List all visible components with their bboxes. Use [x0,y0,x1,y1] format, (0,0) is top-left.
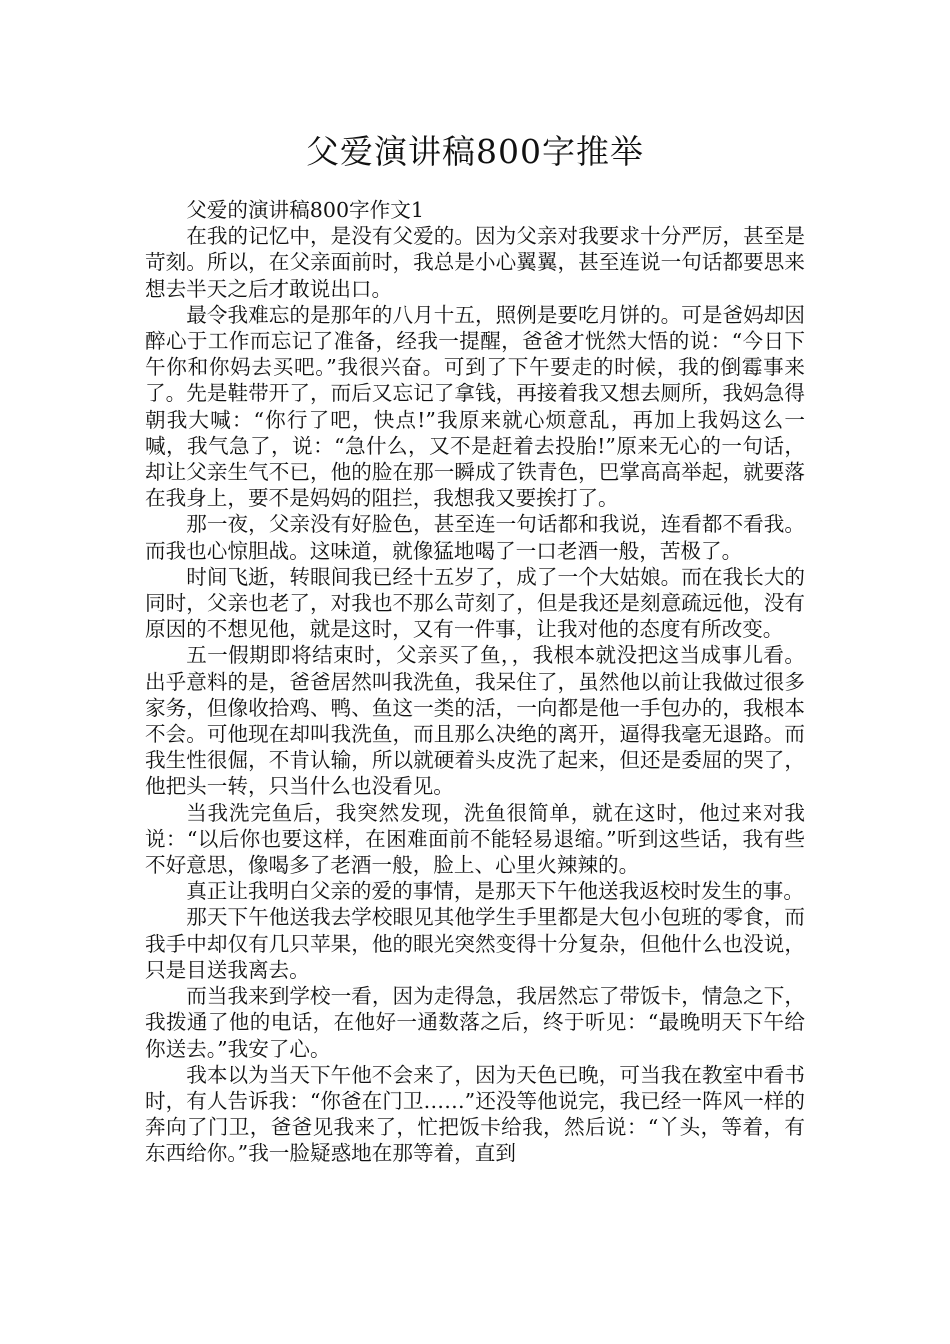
paragraph: 最令我难忘的是那年的八月十五，照例是要吃月饼的。可是爸妈却因醉心于工作而忘记了准备，经我一提醒，爸爸才恍然大悟的说：“今日下午你和你妈去买吧。”我很兴奋。可到了下午要走的时候，我的倒霉事来了。先是鞋带开了，而后又忘记了拿钱，再接着我又想去厕所，我妈急得朝我大喊：“你行了吧，快点!”我原来就心烦意乱，再加上我妈这么一喊，我气急了，说：“急什么，又不是赶着去投胎!”原来无心的一句话，却让父亲生气不已，他的脸在那一瞬成了铁青色，巴掌高高举起，就要落在我身上，要不是妈妈的阻拦，我想我又要挨打了。 [145,302,805,511]
document-body [145,197,805,1167]
paragraph: 那一夜，父亲没有好脸色，甚至连一句话都和我说，连看都不看我。而我也心惊胆战。这味道，就像猛地喝了一口老酒一般，苦极了。 [145,512,805,563]
paragraph: 真正让我明白父亲的爱的事情，是那天下午他送我返校时发生的事。 [186,879,804,904]
paragraph-subtitle: 父爱的演讲稿800字作文1 [186,198,424,222]
document-title: 父爱演讲稿800字推举 [306,132,644,171]
paragraph: 那天下午他送我去学校眼见其他学生手里都是大包小包班的零食，而我手中却仅有几只苹果，他的眼光突然变得十分复杂，但他什么也没说，只是目送我离去。 [145,905,805,982]
paragraph: 而当我来到学校一看，因为走得急，我居然忘了带饭卡，情急之下，我拨通了他的电话，在他好一通数落之后，终于听见：“最晚明天下午给你送去。”我安了心。 [145,984,805,1061]
paragraph: 在我的记忆中，是没有父爱的。因为父亲对我要求十分严厉，甚至是苛刻。所以，在父亲面前时，我总是小心翼翼，甚至连说一句话都要思来想去半天之后才敢说出口。 [145,224,805,301]
paragraph: 时间飞逝，转眼间我已经十五岁了，成了一个大姑娘。而在我长大的同时，父亲也老了，对我也不那么苛刻了，但是我还是刻意疏远他，没有原因的不想见他，就是这时，又有一件事，让我对他的态度有所改变。 [145,564,805,642]
paragraph: 我本以为当天下午他不会来了，因为天色已晚，可当我在教室中看书时，有人告诉我：“你爸在门卫……”还没等他说完，我已经一阵风一样的奔向了门卫，爸爸见我来了，忙把饭卡给我，然后说：“丫头，等着，有东西给你。”我一脸疑惑地在那等着，直到 [145,1062,805,1166]
paragraph: 五一假期即将结束时，父亲买了鱼，，我根本就没把这当成事儿看。出乎意料的是，爸爸居然叫我洗鱼，我呆住了，虽然他以前让我做过很多家务，但像收拾鸡、鸭、鱼这一类的活，一向都是他一手包办的，我根本不会。可他现在却叫我洗鱼，而且那么决绝的离开，逼得我毫无退路。而我生性很倔，不肯认输，所以就硬着头皮洗了起来，但还是委屈的哭了，他把头一转，只当什么也没看见。 [145,643,805,799]
paragraph: 当我洗完鱼后，我突然发现，洗鱼很简单，就在这时，他过来对我说：“以后你也要这样，在困难面前不能轻易退缩。”听到这些话，我有些不好意思，像喝多了老酒一般，脸上、心里火辣辣的。 [145,800,805,878]
